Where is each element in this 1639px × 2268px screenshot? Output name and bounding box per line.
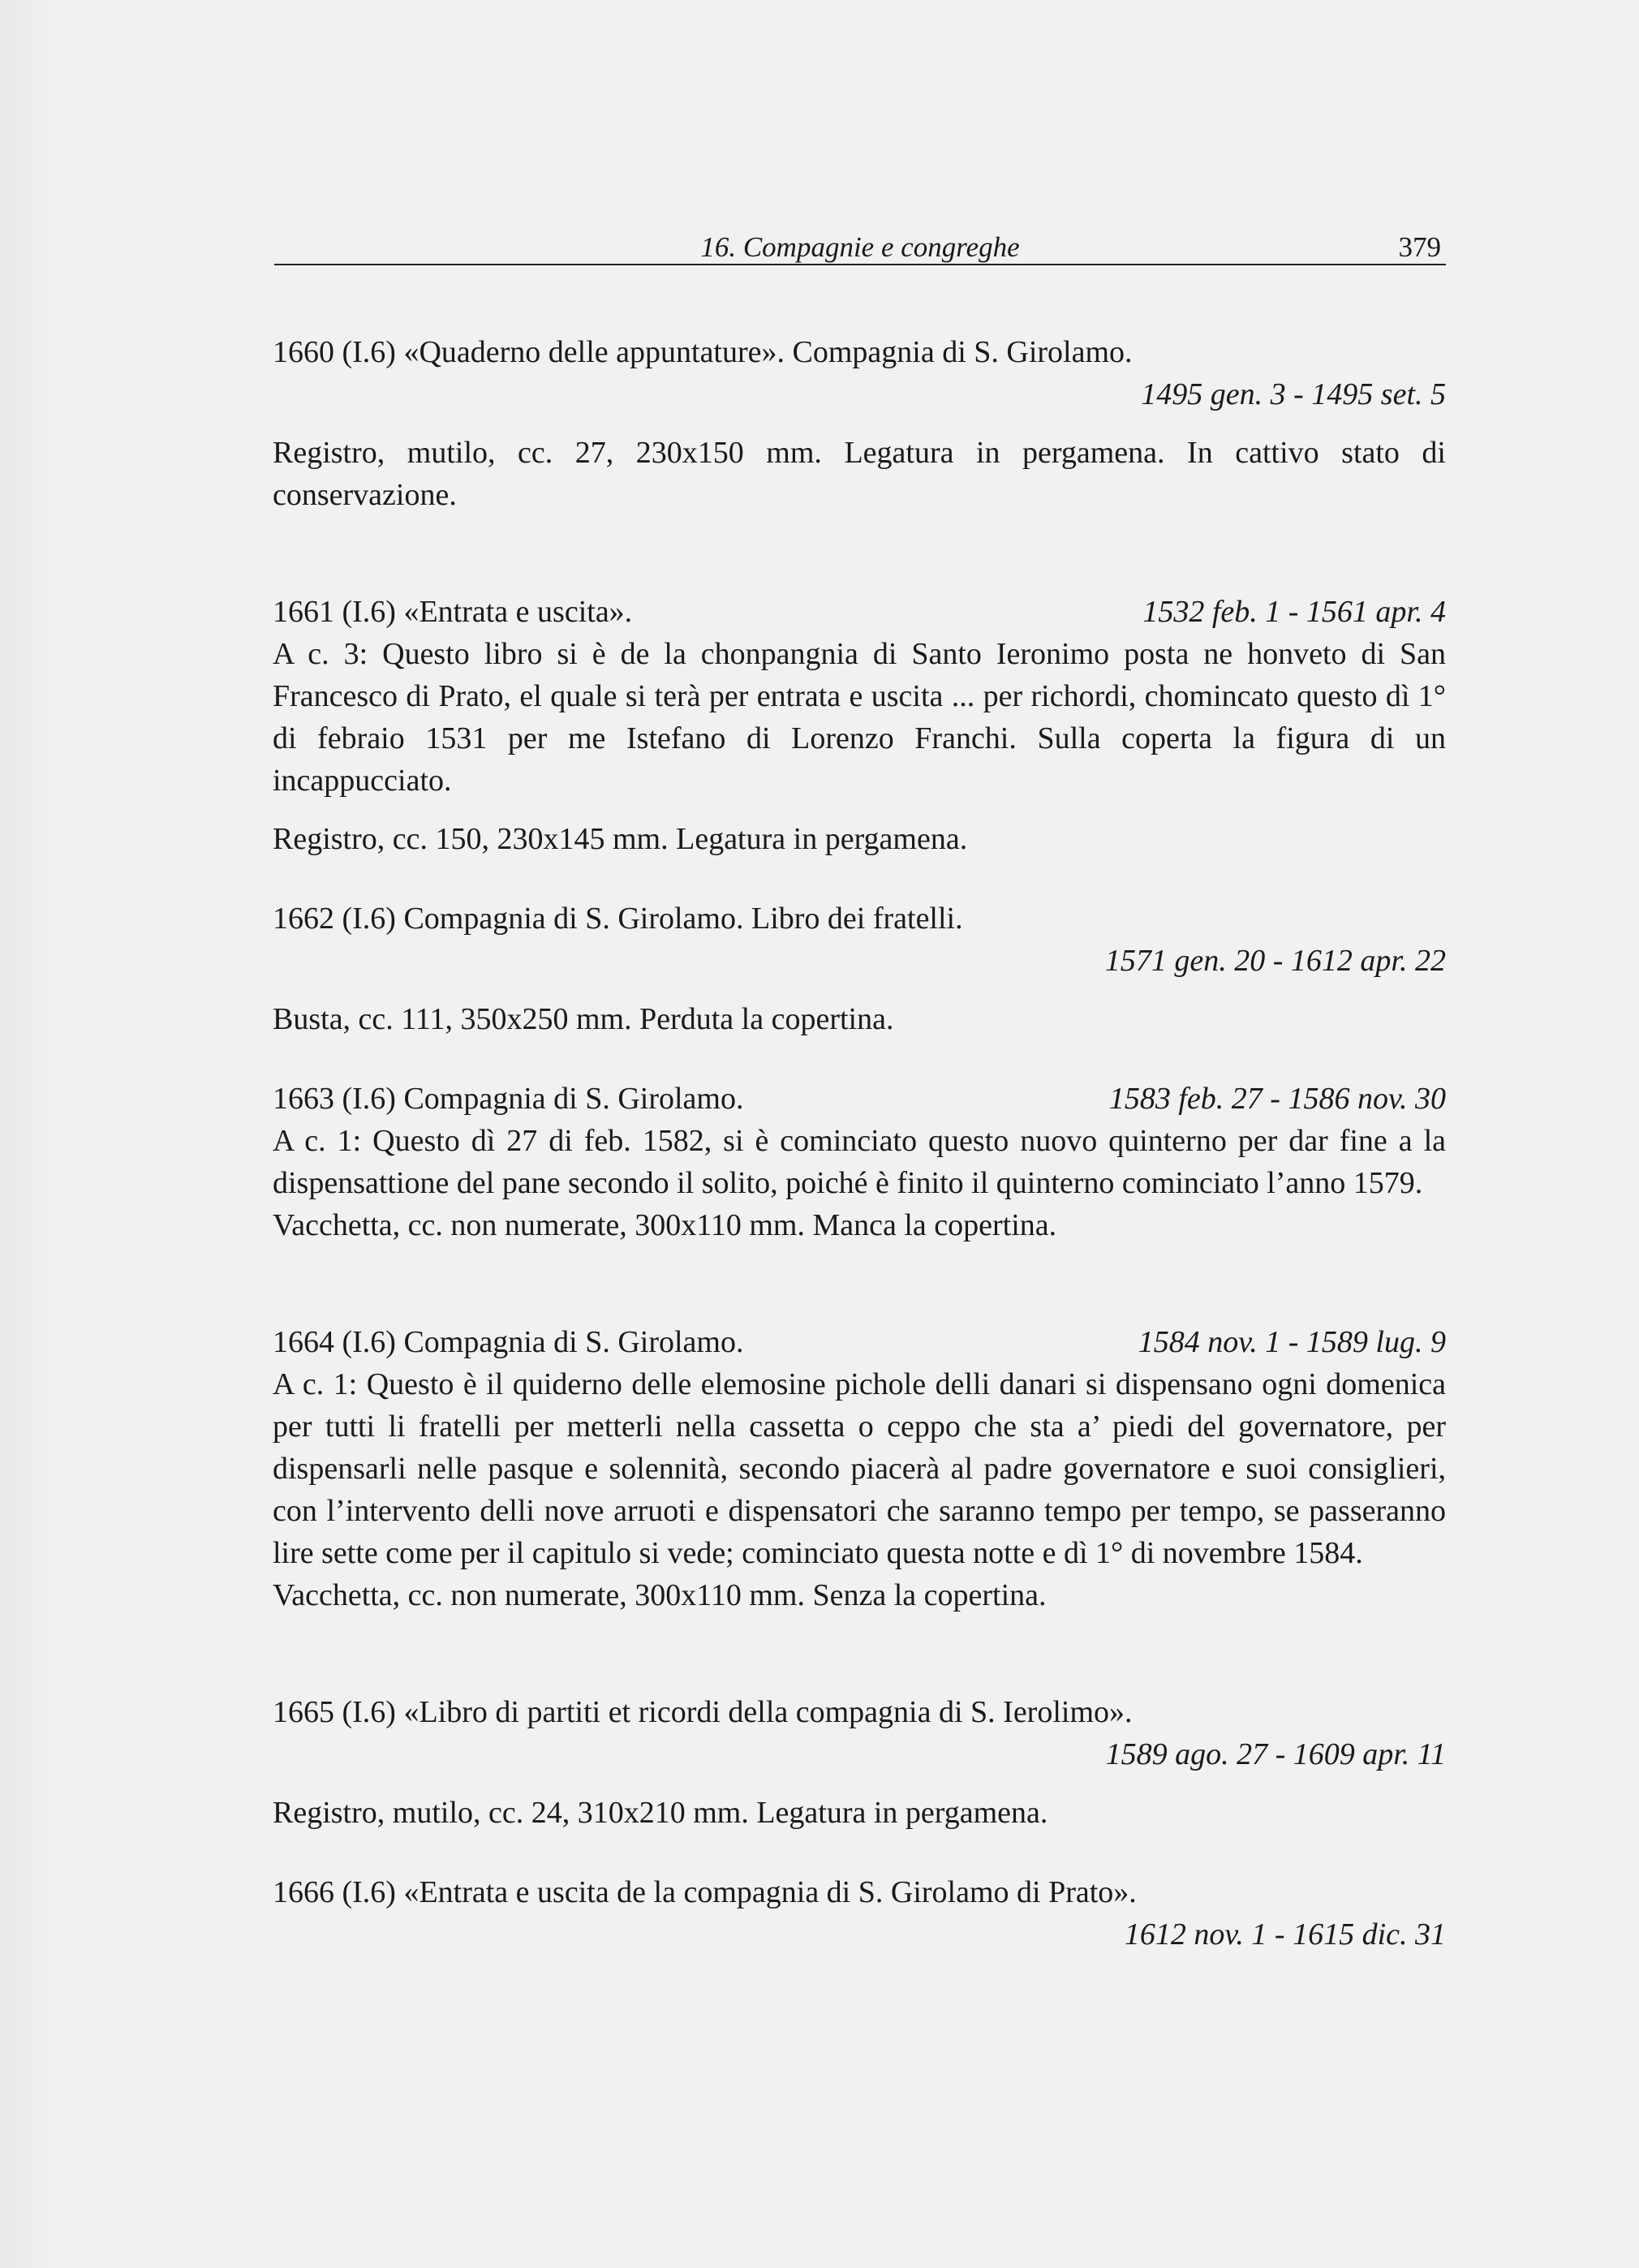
catalog-entries [273, 331, 1446, 1956]
entry-1664 [273, 1321, 1446, 1616]
entry-1660 [273, 331, 1446, 516]
entry-dates: 1612 nov. 1 - 1615 dic. 31 [1124, 1917, 1446, 1952]
entry-heading: 1660 (I.6) «Quaderno delle appuntature». Compagnia di S. Girolamo. [273, 335, 1133, 369]
entry-description: A c. 3: Questo libro si è de la chonpangnia di Santo Ieronimo posta ne honveto di San Francesco di Prato, el quale si terà per entrata e uscita ... per richordi, chomincato questo dì 1° di febraio 1531 per me Istefano di Lorenzo Franchi. Sulla coperta la figura di un incappucciato. [273, 637, 1446, 798]
entry-dates: 1495 gen. 3 - 1495 set. 5 [1141, 377, 1446, 411]
entry-dates: 1589 ago. 27 - 1609 apr. 11 [1105, 1737, 1446, 1771]
entry-dates: 1571 gen. 20 - 1612 apr. 22 [1104, 944, 1446, 978]
entry-physical-description: Registro, cc. 150, 230x145 mm. Legatura in pergamena. [273, 822, 968, 856]
entry-heading: 1661 (I.6) «Entrata e uscita». [273, 595, 633, 629]
entry-dates: 1584 nov. 1 - 1589 lug. 9 [1138, 1325, 1446, 1359]
entry-physical-description: Vacchetta, cc. non numerate, 300x110 mm. Senza la copertina. [273, 1578, 1047, 1612]
entry-description: A c. 1: Questo dì 27 di feb. 1582, si è cominciato questo nuovo quinterno per dar fine a la dispensattione del pane secondo il solito, poiché è finito il quinterno cominciato l’anno 1579. [273, 1124, 1446, 1200]
entry-heading: 1666 (I.6) «Entrata e uscita de la compagnia di S. Girolamo di Prato». [273, 1875, 1137, 1909]
entry-description: Registro, mutilo, cc. 27, 230x150 mm. Legatura in pergamena. In cattivo stato di conservazione. [273, 436, 1446, 512]
entry-description: A c. 1: Questo è il quiderno delle elemosine pichole delli danari si dispensano ogni domenica per tutti li fratelli per metterli nella cassetta o ceppo che sta a’ piedi del governatore, per dispensarli nelle pasque e solennità, secondo piacerà al padre governatore e suoi consiglieri, con l’intervento delli nove arruoti e dispensatori che saranno tempo per tempo, se passeranno lire sette come per il capitulo si vede; cominciato questa notte e dì 1° di novembre 1584. [273, 1367, 1446, 1570]
entry-heading: 1665 (I.6) «Libro di partiti et ricordi della compagnia di S. Ierolimo». [273, 1695, 1133, 1729]
entry-1662 [273, 897, 1446, 1040]
entry-dates: 1532 feb. 1 - 1561 apr. 4 [1142, 595, 1446, 629]
entry-physical-description: Registro, mutilo, cc. 24, 310x210 mm. Legatura in pergamena. [273, 1796, 1048, 1830]
entry-1661 [273, 591, 1446, 860]
entry-physical-description: Busta, cc. 111, 350x250 mm. Perduta la copertina. [273, 1002, 894, 1036]
page-number: 379 [1398, 231, 1441, 263]
entry-heading: 1664 (I.6) Compagnia di S. Girolamo. [273, 1325, 744, 1359]
entry-heading: 1663 (I.6) Compagnia di S. Girolamo. [273, 1082, 744, 1116]
entry-heading: 1662 (I.6) Compagnia di S. Girolamo. Libro dei fratelli. [273, 902, 963, 936]
running-header [274, 231, 1446, 265]
running-title: 16. Compagnie e congreghe [700, 231, 1020, 263]
entry-dates: 1583 feb. 27 - 1586 nov. 30 [1108, 1082, 1446, 1116]
page-edge [0, 0, 57, 2268]
entry-1663 [273, 1078, 1446, 1246]
entry-physical-description: Vacchetta, cc. non numerate, 300x110 mm. Manca la copertina. [273, 1208, 1057, 1242]
entry-1666 [273, 1871, 1446, 1956]
entry-1665 [273, 1691, 1446, 1834]
